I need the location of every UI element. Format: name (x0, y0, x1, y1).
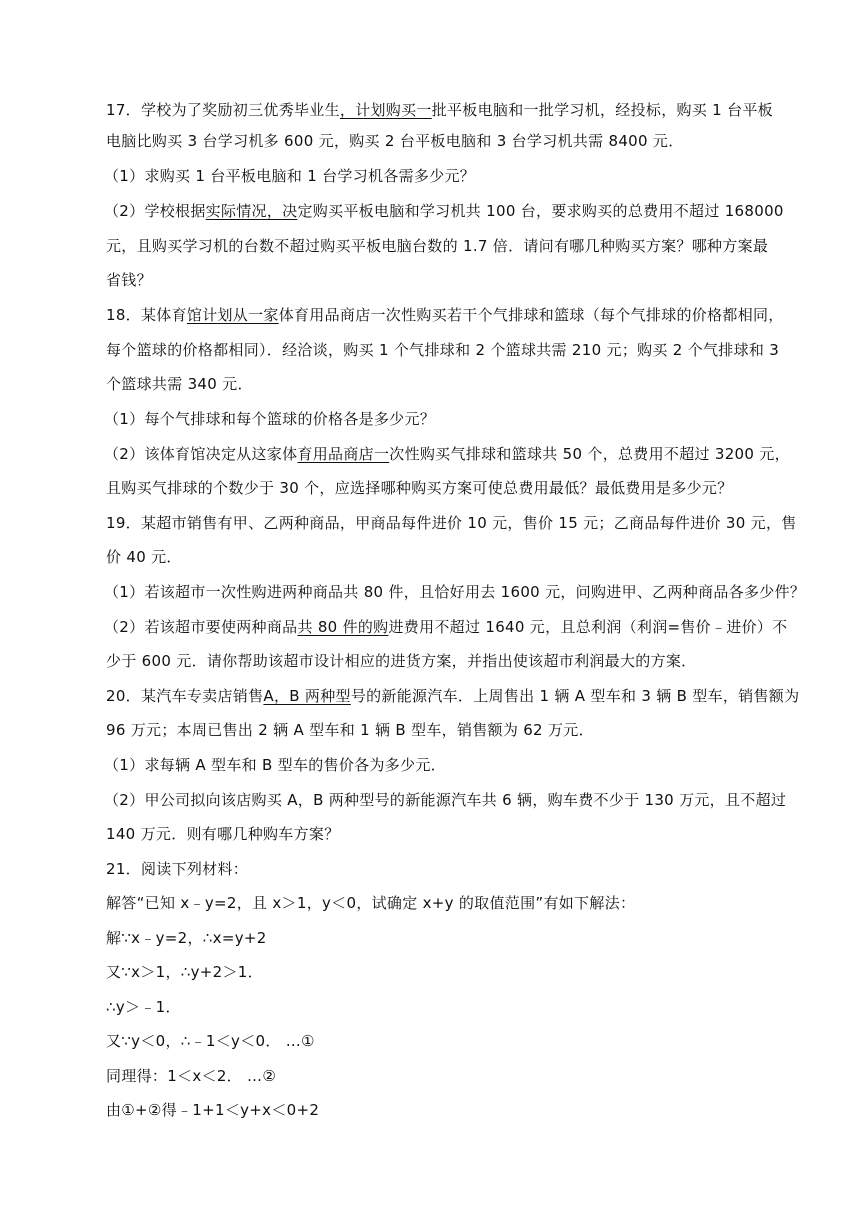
text-span: ∴y＞﹣1． (106, 998, 181, 1016)
q17-line (106, 100, 773, 120)
text-span: 解答“已知 x﹣y=2，且 x＞1，y＜0，试确定 x+y 的取值范围”有如下解法： (106, 894, 636, 912)
text-span: （2）该体育馆决定从这家体 (104, 445, 298, 463)
q18-part2 (104, 444, 790, 464)
text-span: 省钱？ (106, 271, 152, 289)
text-span: 且购买气排球的个数少于 30 个，应选择哪种购买方案可使总费用最低？最低费用是多少元？ (106, 479, 733, 497)
text-span: 价 40 元． (106, 548, 182, 566)
q21-intro (106, 893, 635, 913)
text-span: 140 万元．则有哪几种购车方案？ (106, 825, 340, 843)
text-span: 少于 600 元．请你帮助该超市设计相应的进货方案，并指出使该超市利润最大的方案． (106, 652, 697, 670)
q18-part2 (106, 478, 733, 498)
solution-step (106, 928, 267, 948)
text-span: 20．某汽车专卖店销售 (106, 687, 264, 705)
text-span: （2）甲公司拟向该店购买 A，B 两种型号的新能源汽车共 6 辆，购车费不少于 130 万元，且不超过 (104, 791, 787, 809)
text-span: 18．某体育 (106, 306, 187, 324)
q18-line (106, 340, 779, 360)
text-span: 又∵x＞1，∴y+2＞1． (106, 963, 263, 981)
q17-part2 (106, 236, 768, 256)
solution-step (106, 1066, 276, 1086)
text-span: 电脑比购买 3 台学习机多 600 元，购买 2 台平板电脑和 3 台学习机共需 8400 元． (106, 132, 684, 150)
q18-line (106, 305, 784, 325)
underlined-text: 实际情况，决 (205, 202, 298, 220)
text-span: 次性购买气排球和篮球共 50 个，总费用不超过 3200 元， (389, 445, 790, 463)
q21-heading (106, 859, 248, 879)
text-span: 同理得：1＜x＜2． …② (106, 1067, 277, 1085)
underlined-text: 馆计划从一家 (186, 306, 279, 324)
text-span: 由①+②得﹣1+1＜y+x＜0+2 (106, 1101, 320, 1119)
q19-part1 (104, 582, 805, 602)
text-span: （1）求每辆 A 型车和 B 型车的售价各为多少元． (104, 756, 446, 774)
q20-part2 (106, 824, 340, 844)
text-span: 定购买平板电脑和学习机共 100 台，要求购买的总费用不超过 168000 (297, 202, 784, 220)
underlined-text: 共 80 件的购 (297, 618, 389, 636)
q17-part1 (104, 166, 475, 186)
text-span: 每个篮球的价格都相同）．经洽谈，购买 1 个气排球和 2 个篮球共需 210 元；购买 2 个气排球和 3 (106, 341, 780, 359)
text-span: （1）每个气排球和每个篮球的价格各是多少元？ (104, 410, 436, 428)
q18-part1 (104, 409, 435, 429)
text-span: （2）学校根据 (104, 202, 206, 220)
q20-part2 (104, 790, 786, 810)
q19-line (106, 513, 797, 533)
q19-part2 (104, 617, 787, 637)
text-span: 个篮球共需 340 元． (106, 375, 253, 393)
underlined-text: A，B 两种型 (263, 687, 351, 705)
text-span: 又∵y＜0，∴﹣1＜y＜0． …① (106, 1032, 315, 1050)
text-span: 元，且购买学习机的台数不超过购买平板电脑台数的 1.7 倍．请问有哪几种购买方案？哪种方案最 (106, 237, 769, 255)
text-span: 17．学校为了奖励初三优秀毕业生 (106, 101, 340, 119)
text-span: 批平板电脑和一批学习机，经投标，购买 1 台平板 (431, 101, 773, 119)
solution-step (106, 962, 263, 982)
q20-line (106, 686, 799, 706)
text-span: 21．阅读下列材料： (106, 860, 249, 878)
text-span: （1）求购买 1 台平板电脑和 1 台学习机各需多少元？ (104, 167, 476, 185)
text-span: （2）若该超市要使两种商品 (104, 618, 298, 636)
text-span: 号的新能源汽车．上周售出 1 辆 A 型车和 3 辆 B 型车，销售额为 (350, 687, 800, 705)
text-span: （1）若该超市一次性购进两种商品共 80 件，且恰好用去 1600 元，问购进甲、乙两种商品各多少件？ (104, 583, 806, 601)
underlined-text: ，计划购买一 (339, 101, 432, 119)
solution-step (106, 1100, 319, 1120)
q19-line (106, 547, 182, 567)
q20-part1 (104, 755, 446, 775)
text-span: 进费用不超过 1640 元，且总利润（利润=售价﹣进价）不 (388, 618, 788, 636)
q17-line (106, 131, 684, 151)
underlined-text: 育用品商店一 (297, 445, 390, 463)
text-span: 19．某超市销售有甲、乙两种商品，甲商品每件进价 10 元，售价 15 元；乙商品每件进价 30 元，售 (106, 514, 797, 532)
q18-line (106, 374, 253, 394)
q17-part2 (104, 201, 784, 221)
text-span: 体育用品商店一次性购买若干个气排球和篮球（每个气排球的价格都相同， (278, 306, 784, 324)
q20-line (106, 720, 594, 740)
q19-part2 (106, 651, 696, 671)
solution-step (106, 997, 181, 1017)
solution-step (106, 1031, 315, 1051)
q17-part2 (106, 270, 152, 290)
text-span: 96 万元；本周已售出 2 辆 A 型车和 1 辆 B 型车，销售额为 62 万元． (106, 721, 594, 739)
text-span: 解∵x﹣y=2，∴x=y+2 (106, 929, 267, 947)
